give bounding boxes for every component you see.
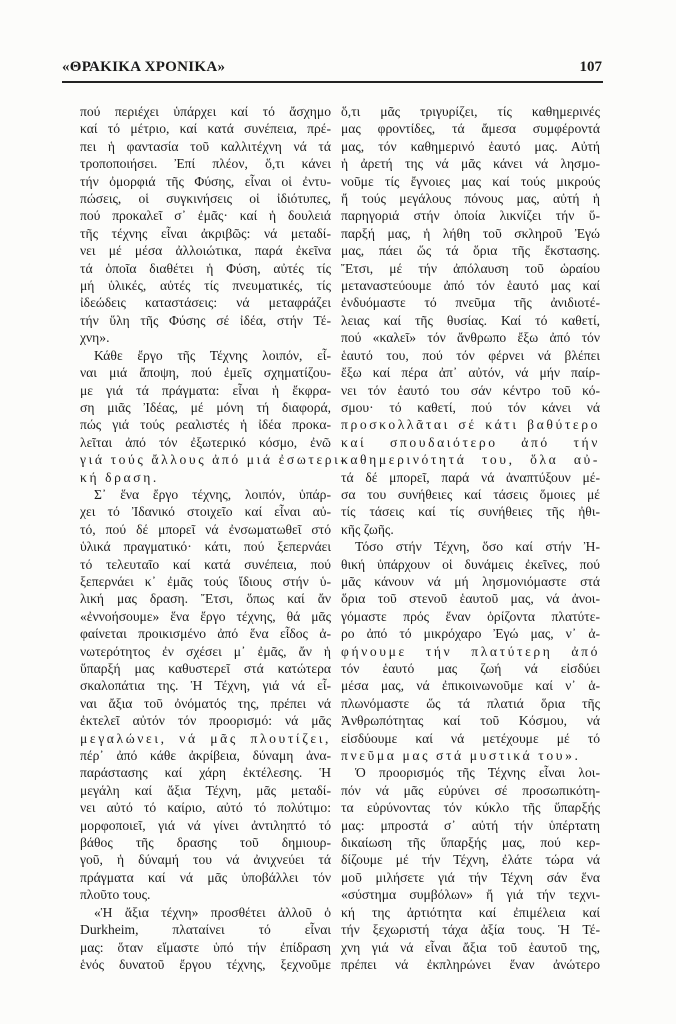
text-line: νει τόν ἑαυτό του σάν κέντρο τοῦ κό-	[341, 382, 600, 398]
text-line: τό τελευταῖο καί κατά συνέπεια, πού	[80, 556, 331, 572]
text-line: πνεῦμα μας στά μυστικά του».	[341, 748, 581, 764]
text-line: καθημερινότητά του, ὅλα αὐ-	[341, 452, 600, 468]
text-line: φήνουμε τήν πλατύτερη ἀπό	[341, 643, 600, 659]
text-line: πού προκαλεῖ σ᾽ ἐμᾶς· καί ἡ δουλειά	[80, 208, 331, 224]
text-line: κή της ἀρτιότητα καί ἐπιμέλεια καί	[341, 904, 600, 920]
text-line: βάθος τῆς δρασης τοῦ δημιουρ-	[80, 835, 331, 851]
text-line: μας, τόν καθημερινό ἑαυτό μας. Αὐτή	[341, 138, 600, 154]
text-line: πώσεις, οἱ συγκινήσεις οἱ ἰδιότυπες,	[80, 191, 331, 207]
text-line: λεῖται ἀπό τόν ἐξωτερικό κόσμο, ἐνῶ	[80, 434, 331, 450]
text-line: μέσα μας, νά ἐπικοινωνοῦμε καί ν᾽ ἁ-	[341, 678, 600, 694]
text-line: ὑλικά πραγματικό· κάτι, πού ξεπερνάει	[80, 539, 331, 555]
text-line: τά δέ μπορεῖ, παρά νά ἀναπτύξουν μέ-	[341, 469, 600, 485]
text-line: καί τό μέτριο, καί κατά συνέπεια, πρέ-	[80, 121, 331, 137]
text-line: παράστασης καί χάρη ἐκτέλεσης. Ἡ	[80, 765, 331, 781]
text-line: ὕπαρξή μας καθυστερεῖ στά κατώτερα	[80, 661, 331, 676]
text-line: φαίνεται προικισμένο ἀπό ἕνα εἶδος ἀ-	[80, 626, 331, 642]
text-line: πει ἡ φαντασία τοῦ καλλιτέχνη νά τά	[80, 138, 331, 154]
text-line: μας φροντίδες, τά ἄμεσα συμφέροντά	[341, 121, 600, 137]
text-line: γιά τούς ἄλλους ἀπό μιά ἐσωτερι-	[80, 452, 348, 468]
text-line: τροποποιήσει. Ἐπί πλέον, ὅ,τι κάνει	[80, 156, 331, 172]
text-line: δικαίωση τῆς ὕπαρξής μας, πού κερ-	[341, 835, 600, 851]
left-text-column	[80, 103, 348, 973]
text-line: μεγάλη καί ἄξια Τέχνη, μᾶς μεταδί-	[80, 782, 331, 798]
text-line: μή ὑλικές, αὐτές τίς πνευματικές, τίς	[80, 278, 331, 294]
text-line: τόν ἑαυτό μας ζωή νά εἰσδύει	[341, 661, 600, 676]
text-line: ἰδεώδεις καταστάσεις: νά μεταφράζει	[80, 295, 331, 311]
text-line: τό, πού δέ μπορεῖ νά ἐνσωματωθεῖ στό	[80, 521, 331, 537]
text-line: Κάθε ἔργο τῆς Τέχνης λοιπόν, εἶ-	[94, 347, 331, 363]
text-line: τίς τάσεις καί τίς συνήθειες τῆς ἠθι-	[341, 504, 600, 520]
text-line: Ἔτσι, μέ τήν ἀπόλαυση τοῦ ὡραίου	[341, 260, 600, 276]
text-line: πλοῦτο τους.	[80, 887, 151, 903]
text-line: με γιά τά πράγματα: εἶναι ἡ ἔκφρα-	[80, 382, 331, 398]
text-line: κή δραση.	[80, 469, 159, 485]
text-line: τήν ὀμορφιά τῆς Φύσης, εἶναι οἱ ἐντυ-	[80, 173, 331, 189]
text-line: εἰσδύουμε καί νά μετέχουμε μέ τό	[341, 730, 600, 746]
text-line: νωτερότητος ἐν σχέσει μ᾽ ἐμᾶς, ἄν ἡ	[80, 643, 331, 659]
text-line: ξεπερνάει κ᾽ ἐμᾶς τούς ἴδιους στήν ὑ-	[80, 573, 331, 589]
text-line: μας: ὅταν εἴμαστε ὑπό τήν ἐπίδραση	[80, 939, 331, 955]
text-line: λική μας δραση. Ἔτσι, ὅπως καί ἄν	[80, 591, 331, 607]
text-line: νει αὐτό τό καίριο, αὐτό τό πολύτιμο:	[80, 800, 331, 816]
text-line: ἡ ἀρετή της νά μᾶς κάνει νά λησμο-	[341, 156, 600, 172]
text-line: γοῦ, ἡ δύναμή του νά ἀνιχνεύει τά	[80, 852, 331, 868]
text-line: τα εὐρύνοντας τόν κύκλο τῆς ὕπαρξής	[341, 800, 600, 816]
text-line: ρο ἀπό τό μικρόχαρο Ἐγώ μας, ν᾽ ἀ-	[341, 626, 600, 642]
text-line: μοῦ μιλήσετε γιά τήν Τέχνη σάν ἕνα	[341, 869, 600, 885]
text-line: πέρ᾽ ἀπό κάθε ἀκρίβεια, δύναμη ἀνα-	[80, 748, 331, 764]
text-line: ἤ τούς μεγάλους πόνους μας, αὐτή ἡ	[341, 191, 600, 207]
text-line: καί σπουδαιότερο ἀπό τήν	[341, 434, 600, 450]
text-line: πλωνόμαστε ὥς τά πλατιά ὅρια τῆς	[341, 695, 600, 711]
text-line: γόμαστε πρός ἕναν ὁρίζοντα πλατύτε-	[341, 608, 600, 624]
text-line: ἑνός δυνατοῦ ἔργου τέχνης, ξεχνοῦμε	[80, 956, 331, 972]
text-line: ναι ἄξια τοῦ ὀνόματός της, πρέπει νά	[80, 695, 331, 711]
text-line: τήν ὕλη τῆς Φύσης σέ ἰδέα, στήν Τέ-	[80, 312, 331, 328]
text-line: μας: μπροστά σ᾽ αὐτή τήν ὑπέρτατη	[341, 817, 600, 833]
text-line: τήν ξεχωριστή τάχα ἀξία τους. Ἡ Τέ-	[341, 922, 600, 938]
text-line: ἐνδυόμαστε τό πνεῦμα τῆς ἀνιδιοτέ-	[341, 295, 600, 311]
text-line: πόν νά μᾶς εὐρύνει σέ προσωπικότη-	[341, 782, 600, 798]
text-line: ἐκτελεῖ αὐτόν τόν προορισμό: νά μᾶς	[80, 713, 331, 729]
text-line: Ἀνθρωπότητας καί τοῦ Κόσμου, νά	[341, 713, 600, 729]
text-line: τά ὁποῖα διαθέτει ἡ Φύση, αὐτές τίς	[80, 260, 331, 276]
text-line: Σ᾽ ἕνα ἔργο τέχνης, λοιπόν, ὑπάρ-	[94, 486, 331, 502]
text-line: τῆς τέχνης εἶναι ἀκριβῶς: νά μεταδί-	[80, 225, 331, 241]
text-line: νοῦμε τίς ἔγνοιες μας καί τούς μικρούς	[341, 173, 600, 189]
text-line: νει μέ μέσα ἀλλοιώτικα, παρά ἐκεῖνα	[80, 243, 331, 259]
text-line: χνη γιά νά εἶναι ἄξια τοῦ ἑαυτοῦ της,	[341, 939, 600, 955]
text-line: κῆς ζωῆς.	[341, 521, 394, 537]
text-line: πρέπει νά ἐκπληρώνει ἕναν ἀνώτερο	[341, 956, 600, 972]
text-line: πού περιέχει ὑπάρχει καί τό ἄσχημο	[80, 104, 331, 119]
text-line: παρξή μας, ἡ λήθη τοῦ σκληροῦ Ἐγώ	[341, 225, 600, 241]
text-line: παρηγοριά στήν ὁποία λικνίζει τήν ὕ-	[341, 208, 600, 224]
right-text-column	[341, 103, 600, 973]
text-line: ση μιᾶς Ἰδέας, μέ μόνη τή διαφορά,	[80, 399, 331, 415]
text-line: λειας καί τῆς θυσίας. Καί τό καθετί,	[341, 312, 600, 328]
text-line: μεγαλώνει, νά μᾶς πλουτίζει,	[80, 730, 331, 746]
text-line: σα του συνήθειες καί τάσεις ὅμοιες μέ	[341, 486, 600, 502]
text-line: Τόσο στήν Τέχνη, ὅσο καί στήν Ἠ-	[355, 539, 600, 555]
text-line: σκαλοπάτια της. Ἡ Τέχνη, γιά νά εἶ-	[80, 678, 331, 694]
text-line: χει τό Ἰδανικό στοιχεῖο καί εἶναι αὐ-	[80, 504, 331, 520]
text-line: «Ἡ ἄξια τέχνη» προσθέτει ἀλλοῦ ὁ	[94, 904, 331, 920]
text-line: προσκολλᾶται σέ κάτι βαθύτερο	[341, 417, 600, 433]
text-line: ὅ,τι μᾶς τριγυρίζει, τίς καθημερινές	[341, 104, 600, 119]
text-line: «ἐννοήσουμε» ἕνα ἔργο τέχνης, θά μᾶς	[80, 608, 331, 624]
text-line: «σύστημα συμβόλων» ἤ γιά τήν τεχνι-	[341, 887, 600, 903]
text-line: Ὁ προορισμός τῆς Τέχνης εἶναι λοι-	[355, 765, 600, 781]
text-line: πού «καλεῖ» τόν ἄνθρωπο ἔξω ἀπό τόν	[341, 330, 600, 346]
text-line: μας, πάει ὥς τά ὅρια τῆς ἔκστασης.	[341, 243, 600, 259]
text-line: ναι μιά ἄποψη, πού ἐμεῖς σχηματίζου-	[80, 365, 331, 381]
text-line: δίζουμε μέ τήν Τέχνη, ἐλάτε τώρα νά	[341, 852, 600, 868]
text-line: Durkheim, πλαταίνει τό εἶναι	[80, 922, 331, 938]
running-header-title: «ΘΡΑΚΙΚΑ ΧΡΟΝΙΚΑ»	[62, 59, 226, 75]
text-line: ὅρια τοῦ στενοῦ ἑαυτοῦ μας, νά ἀνοι-	[341, 591, 600, 607]
text-line: ἔξω καί πέρα ἀπ᾽ αὐτόν, νά μήν παίρ-	[341, 365, 600, 381]
page-number: 107	[579, 59, 602, 75]
text-line: μᾶς κάνουν νά μή λησμονιόμαστε στά	[341, 573, 600, 589]
text-line: πώς γιά τούς ρεαλιστές ἡ ἰδέα προκα-	[80, 417, 331, 433]
header-rule	[62, 81, 603, 83]
text-line: μορφοποιεῖ, γιά νά γίνει ἀντιληπτό τό	[80, 817, 331, 833]
text-line: χνη».	[80, 330, 110, 346]
text-line: ἑαυτό του, πού τόν φέρνει νά βλέπει	[341, 347, 600, 363]
text-line: σμου· τό καθετί, πού τόν κάνει νά	[341, 399, 600, 415]
text-line: μεταναστεύουμε ἀπό τόν ἑαυτό μας καί	[341, 278, 600, 294]
text-line: θική ὑπάρχουν οἱ δυνάμεις ἐκεῖνες, πού	[341, 556, 600, 572]
text-line: πράγματα καί νά μᾶς ὑποβάλλει τόν	[80, 869, 331, 885]
